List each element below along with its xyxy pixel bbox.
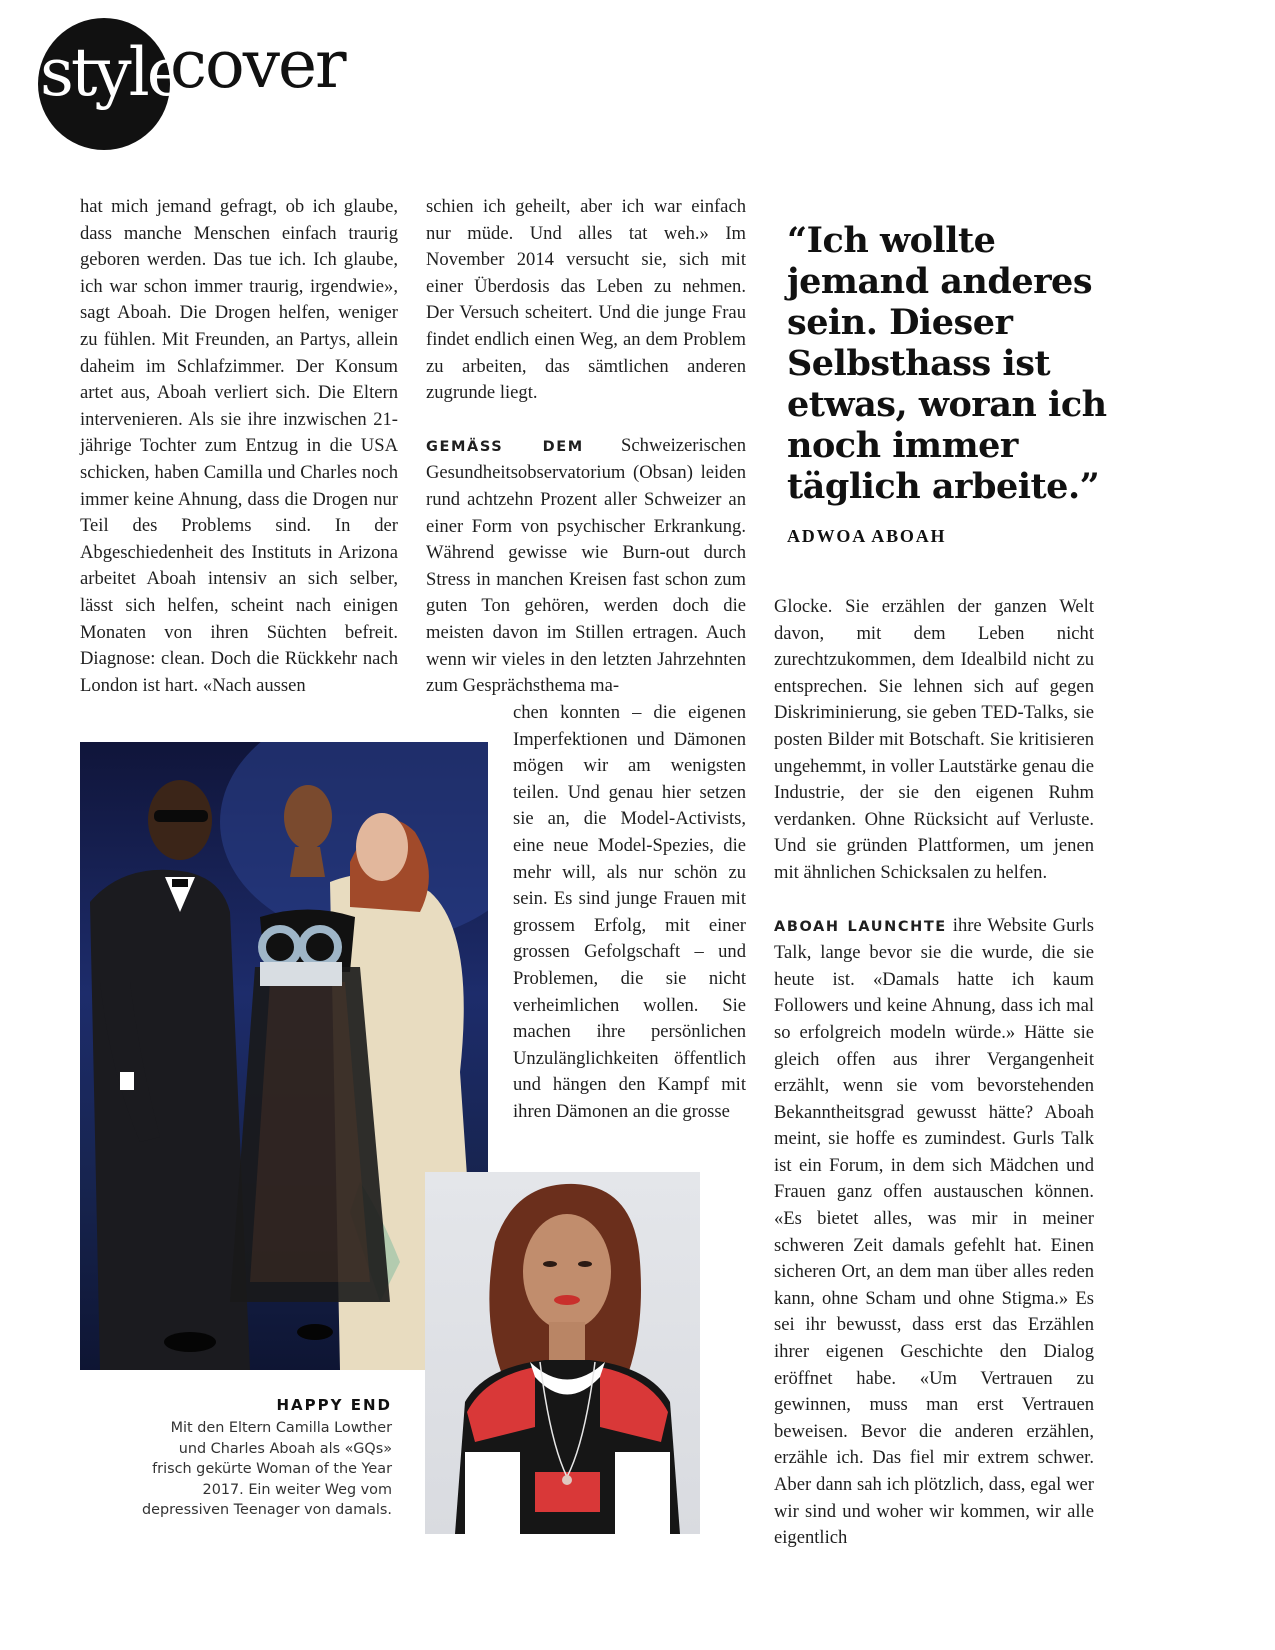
paragraph-lead-in: ABOAH LAUNCHTE — [774, 918, 947, 935]
pull-quote: “Ich wollte jemand anderes sein. Dieser Selbsthass ist etwas, woran ich noch immer täglich arbeite.” — [787, 220, 1107, 507]
column-2-paragraph-2 — [426, 433, 746, 700]
logo-cover-word: cover — [170, 26, 345, 103]
column-2-paragraph-1: schien ich geheilt, aber ich war einfach nur müde. Und alles tat weh.» Im November 2014 versucht sie, sich mit einer Überdosis das Leben zu nehmen. Der Versuch scheitert. Und die junge Frau findet endlich einen Weg, an dem Problem zu arbeiten, das sämtlichen anderen zugrunde liegt. — [426, 196, 746, 404]
portrait-illustration — [425, 1172, 700, 1534]
article-column-2-continued — [513, 700, 746, 1126]
pull-quote-author: ADWOA ABOAH — [787, 526, 947, 546]
column-2-paragraph-2-text: Schweizerischen Gesundheitsobservatorium (Obsan) leiden rund achtzehn Prozent aller Schweizer an einer Form von psychischer Erkrankung. Während gewisse wie Burn-out durch Stress in manchen Kreisen fast schon zum guten Ton gehören, werden doch die meisten davon im Stillen ertragen. Auch wenn wir vieles in den letzten Jahrzehnten zum Gesprächsthema ma- — [426, 434, 746, 697]
column-3-paragraph-2-text: ihre Website Gurls Talk, lange bevor sie die wurde, die sie heute ist. «Damals hatte ich kaum Followers und keine Ahnung, dass ich mal so erfolgreich modeln würde.» Hätte sie gleich offen aus ihrer Vergangenheit erzählt, wenn sie vom bevorstehenden Bekanntheitsgrad gewusst hätte? Aboah meint, sie hoffe es zumindest. Gurls Talk ist ein Forum, in dem sich Mädchen und Frauen ganz offen austauschen können. «Es bietet alles, was mir in meiner schweren Zeit damals gefehlt hat. Einen sicheren Ort, an dem man über alles reden kann, ohne Scham und ohne Stigma.» Es sei ihr bewusst, dass erst das Erzählen ihrer eigenen Geschichte den Dialog eröffnet habe. «Um Vertrauen zu gewinnen, muss man erst Vertrauen beweisen. Bevor die anderen erzählen, erzähle ich. Das fiel mir extrem schwer. Aber dann sah ich plötzlich, dass, egal wer wir sind und woher wir kommen, wir alle eigentlich — [774, 914, 1094, 1549]
section-logo — [38, 18, 368, 148]
article-column-3 — [774, 594, 1094, 1552]
column-3-paragraph-1: Glocke. Sie erzählen der ganzen Welt davon, mit dem Leben nicht zurechtzukommen, dem Idealbild nicht zu entsprechen. Sie lehnen sich auf gegen Diskriminierung, sie geben TED-Talks, sie posten Bilder mit Botschaft. Sie kritisieren ungehemmt, in voller Lautstärke genau die Industrie, der sie den eigenen Ruhm verdanken. Ohne Rücksicht auf Verluste. Und sie gründen Plattformen, um jenen mit ähnlichen Schicksalen zu helfen. — [774, 596, 1094, 883]
article-column-1 — [80, 194, 398, 699]
column-3-paragraph-2 — [774, 913, 1094, 1552]
caption-text: Mit den Eltern Camilla Lowther und Charles Aboah als «GQs» frisch gekürte Woman of the Year 2017. Ein weiter Weg vom depressiven Teenager von damals. — [142, 1420, 392, 1518]
logo-style-word: style — [40, 34, 183, 111]
column-2-continued-paragraph: chen konnten – die eigenen Imperfektionen und Dämonen mögen wir am wenigsten teilen. Und genau hier setzen sie an, die Model-Activists, eine neue Model-Spezies, die mehr will, als nur schön zu sein. Es sind junge Frauen mit grossem Erfolg, mit einer grossen Gefolgschaft – und Problemen, die sie nicht verheimlichen wollen. Sie machen ihre persönlichen Unzulänglichkeiten öffentlich und hängen den Kampf mit ihren Dämonen an die grosse — [513, 702, 746, 1122]
column-1-paragraph: hat mich jemand gefragt, ob ich glaube, dass manche Menschen einfach traurig geboren werden. Das tue ich. Ich glaube, ich war schon immer traurig, irgendwie», sagt Aboah. Die Drogen helfen, weniger zu fühlen. Mit Freunden, an Partys, allein daheim im Schlafzimmer. Der Konsum artet aus, Aboah verliert sich. Die Eltern intervenieren. Als sie ihre inzwischen 21-jährige Tochter zum Entzug in die USA schicken, haben Camilla und Charles noch immer keine Ahnung, dass die Drogen nur Teil des Problems sind. In der Abgeschiedenheit des Instituts in Arizona arbeitet Aboah intensiv an sich selber, lässt sich helfen, scheint nach einigen Monaten von ihren Süchten befreit. Diagnose: clean. Doch die Rückkehr nach London ist hart. «Nach aussen — [80, 196, 398, 696]
paragraph-lead-in: GEMÄSS DEM — [426, 438, 584, 455]
caption-title: HAPPY END — [276, 1396, 392, 1414]
photo-caption — [140, 1396, 392, 1521]
portrait-photo — [425, 1172, 700, 1534]
article-column-2 — [426, 194, 746, 700]
